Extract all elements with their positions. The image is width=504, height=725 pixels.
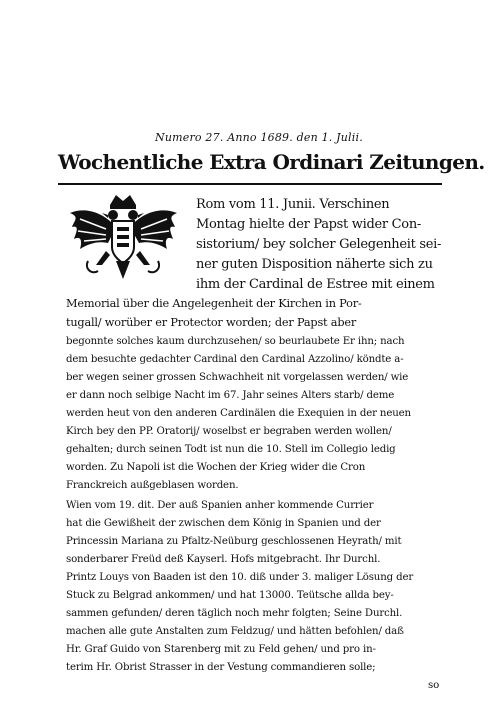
article-line: ihm der Cardinal de Estree mit einem xyxy=(196,277,435,292)
article-line: sistorium/ bey solcher Gelegenheit sei- xyxy=(196,237,442,252)
article-line: werden heut von den anderen Cardinälen die Exequien in der neuen xyxy=(66,408,411,419)
double-headed-eagle-coat-of-arms-icon xyxy=(66,191,181,283)
article-line: gehalten; durch seinen Todt ist nun die 10. Stell im Collegio ledig xyxy=(66,444,396,455)
newspaper-title: Wochentliche Extra Ordinari Zeitungen. xyxy=(58,150,485,174)
article-line: sonderbarer Freüd deß Kayserl. Hofs mitgebracht. Ihr Durchl. xyxy=(66,554,381,565)
article-line: tugall/ worüber er Protector worden; der Papst aber xyxy=(66,316,357,329)
article-line: terim Hr. Obrist Strasser in der Vestung commandieren solle; xyxy=(66,662,376,673)
title-rule xyxy=(58,183,442,185)
article-line: Princessin Mariana zu Pfaltz-Neüburg geschlossenen Heyrath/ mit xyxy=(66,536,402,547)
article-line: machen alle gute Anstalten zum Feldzug/ und hätten befohlen/ daß xyxy=(66,626,404,637)
article-line: Hr. Graf Guido von Starenberg mit zu Feld gehen/ und pro in- xyxy=(66,644,376,655)
article-line: Wien vom 19. dit. Der auß Spanien anher kommende Currier xyxy=(66,500,374,511)
article-line: dem besuchte gedachter Cardinal den Cardinal Azzolino/ köndte a- xyxy=(66,354,404,365)
catchword: so xyxy=(428,680,440,691)
article-line: Franckreich außgeblasen worden. xyxy=(66,480,239,491)
article-line: begonnte solches kaum durchzusehen/ so beurlaubete Er ihn; nach xyxy=(66,336,405,347)
article-line: hat die Gewißheit der zwischen dem König in Spanien und der xyxy=(66,518,381,529)
article-line: ber wegen seiner grossen Schwachheit nit vorgelassen werden/ wie xyxy=(66,372,409,383)
article-line: Stuck zu Belgrad ankommen/ und hat 13000. Teütsche allda bey- xyxy=(66,590,394,601)
article-line: ner guten Disposition näherte sich zu xyxy=(196,257,433,272)
issue-header: Numero 27. Anno 1689. den 1. Julii. xyxy=(155,131,363,144)
article-line: Kirch bey den PP. Oratorij/ woselbst er begraben werden wollen/ xyxy=(66,426,392,437)
article-line: Printz Louys von Baaden ist den 10. diß under 3. maliger Lösung der xyxy=(66,572,414,583)
article-line: er dann noch selbige Nacht im 67. Jahr seines Alters starb/ deme xyxy=(66,390,395,401)
article-line: sammen gefunden/ deren täglich noch mehr folgten; Seine Durchl. xyxy=(66,608,403,619)
article-line: Montag hielte der Papst wider Con- xyxy=(196,217,421,232)
article-line: worden. Zu Napoli ist die Wochen der Krieg wider die Cron xyxy=(66,462,366,473)
article-line: Rom vom 11. Junii. Verschinen xyxy=(196,197,390,212)
article-line: Memorial über die Angelegenheit der Kirchen in Por- xyxy=(66,297,362,310)
